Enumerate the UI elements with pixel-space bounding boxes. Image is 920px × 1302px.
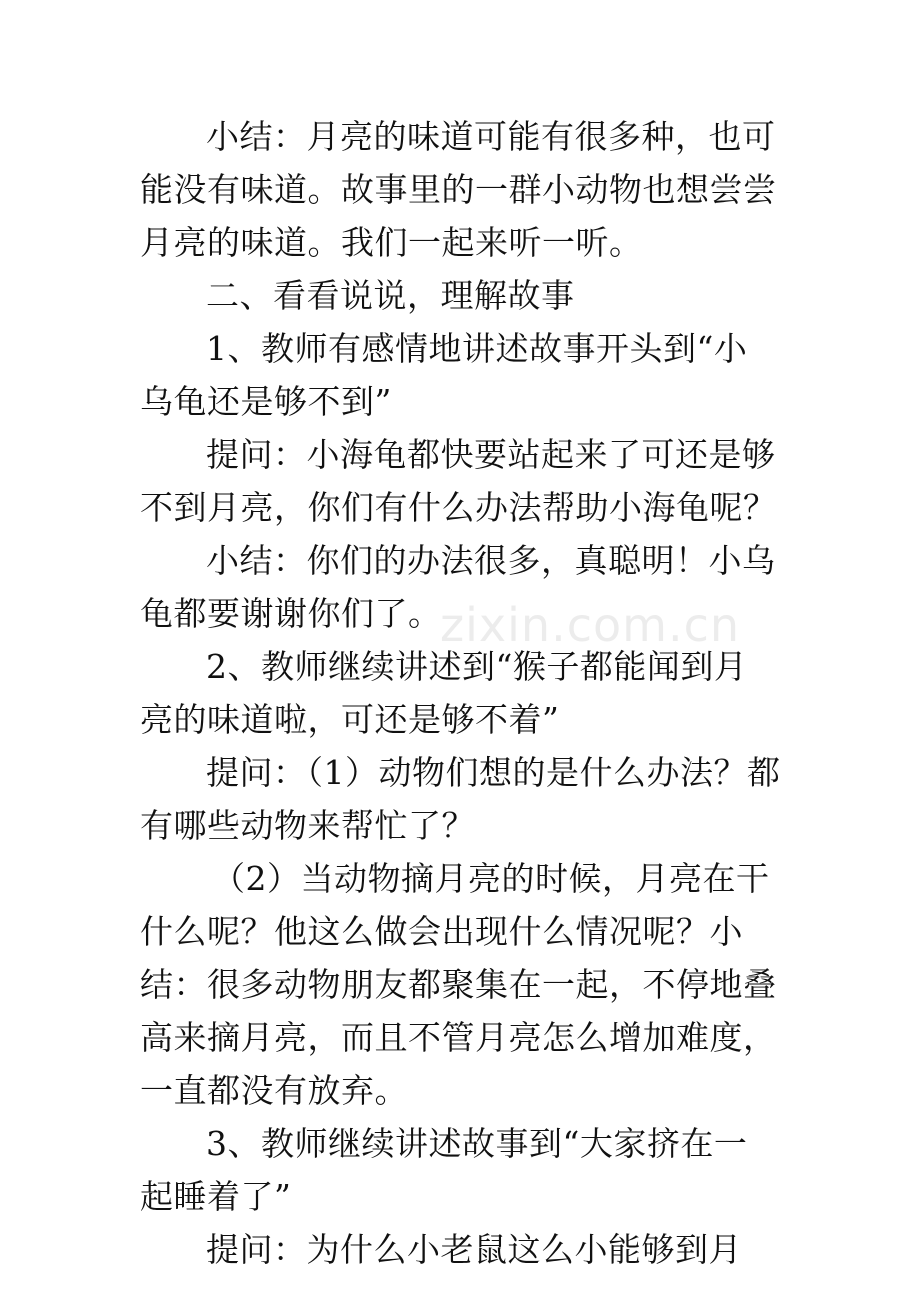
paragraph-line: 小结：月亮的味道可能有很多种，也可 [206,117,776,156]
paragraph-line: 小结：你们的办法很多，真聪明！小乌 [206,541,776,580]
paragraph-line: 提问：（1）动物们想的是什么办法？都 [206,753,781,792]
paragraph-line: 什么呢？他这么做会出现什么情况呢？小 [140,912,743,951]
paragraph-line: 一直都没有放弃。 [140,1071,408,1110]
paragraph-line: 不到月亮，你们有什么办法帮助小海龟呢？ [140,488,777,527]
paragraph-line: 高来摘月亮，而且不管月亮怎么增加难度， [140,1018,777,1057]
paragraph-line: 亮的味道啦，可还是够不着” [140,700,560,739]
paragraph-line: 起睡着了” [140,1177,292,1216]
paragraph-line: 能没有味道。故事里的一群小动物也想尝尝 [140,170,777,209]
paragraph-line: 1、教师有感情地讲述故事开头到“小 [206,329,748,368]
paragraph-line: （2）当动物摘月亮的时候，月亮在干 [212,859,770,898]
paragraph-line: 3、教师继续讲述故事到“大家挤在一 [206,1124,748,1163]
paragraph-line: 乌龟还是够不到” [140,382,392,421]
document-body [140,110,790,1276]
paragraph-line: 有哪些动物来帮忙了？ [140,806,475,845]
paragraph-line: 龟都要谢谢你们了。 [140,594,442,633]
paragraph-line: 提问：为什么小老鼠这么小能够到月 [206,1230,742,1269]
watermark: zixin.com.cn [440,598,741,652]
paragraph-line: 提问：小海龟都快要站起来了可还是够 [206,435,776,474]
section-heading: 二、看看说说，理解故事 [206,276,575,315]
paragraph-line: 结：很多动物朋友都聚集在一起，不停地叠 [140,965,777,1004]
paragraph-line: 月亮的味道。我们一起来听一听。 [140,223,643,262]
paragraph-line: 2、教师继续讲述到“猴子都能闻到月 [206,647,748,686]
